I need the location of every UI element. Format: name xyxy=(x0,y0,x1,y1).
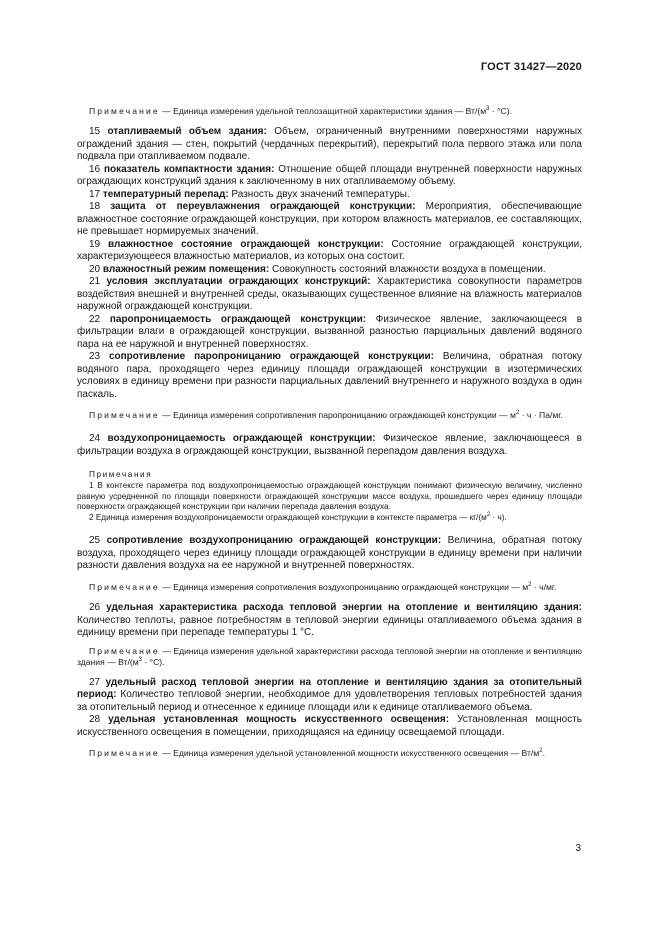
term-item-23: 23 сопротивление паропроницанию ограждающей конструкции: Величина, обратная потоку водяного пара, проходящего через единицу площади ограждающей конструкции в изотермических условиях в единицу времени при разности парциальных давлений внутреннего и наружного воздуха в один паскаль. xyxy=(77,351,583,400)
note-label: Примечание xyxy=(89,748,160,759)
term-item-17: 17 температурный перепад: Разность двух значений температуры. xyxy=(89,188,410,200)
term-item-21: 21 условия эксплуатации ограждающих конструкций: Характеристика совокупности параметров воздействия внешней и внутренней среды, оказывающих существенное влияние на влажность материалов наружной ограждающей конструкции. xyxy=(77,276,583,313)
term-title: удельный расход тепловой энергии на отопление и вентиляцию здания за отопительный период: xyxy=(77,676,582,701)
term-item-19: 19 влажностное состояние ограждающей конструкции: Состояние ограждающей конструкции, характеризующееся влажностью материалов, из которых она состоит. xyxy=(77,238,583,263)
note-label: Примечание xyxy=(89,581,160,592)
notes-heading: Примечания xyxy=(89,470,153,480)
term-item-15: 15 отапливаемый объем здания: Объем, ограниченный внутренними поверхностями наружных ограждений здания — стен, покрытий (чердачных перекрытий), перекрытий пола первого этажа или пола подвала при отапливаемом подвале. xyxy=(77,126,582,163)
note-item-14: Примечание — Единица измерения удельной теплозащитной характеристики здания — $Вт/(м^3 \cdot ^\circ С)$. xyxy=(89,106,513,116)
term-item-16: 16 показатель компактности здания: Отношение общей площади внутренней поверхности наружных ограждающих конструкций здания к заключенному в них отапливаемому объему. xyxy=(77,163,583,188)
term-item-22: 22 паропроницаемость ограждающей конструкции: Физическое явление, заключающееся в фильтрации влаги в ограждающей конструкции, вызванной разностью парциальных давлений водяного пара на ее наружной и внутренней поверхностях. xyxy=(77,313,583,350)
term-item-24: 24 воздухопроницаемость ограждающей конструкции: Физическое явление, заключающееся в фильтрации воздуха в ограждающей конструкции, вызванной перепадом давления воздуха. xyxy=(77,433,582,457)
term-title: условия эксплуатации ограждающих конструкций: xyxy=(106,276,371,288)
term-title: показатель компактности здания: xyxy=(103,163,275,175)
page-content xyxy=(77,106,582,760)
note-label: Примечание xyxy=(89,106,160,116)
term-title: температурный перепад: xyxy=(102,188,229,200)
term-title: сопротивление воздухопроницанию ограждающей конструкции: xyxy=(106,535,442,547)
page-number: 3 xyxy=(575,843,581,854)
note-label: Примечание xyxy=(89,410,160,421)
note-item-26: Примечание — Единица измерения удельной характеристики расхода тепловой энергии на отопление и вентиляцию здания — $Вт/(м^3 \cdot ^\circ С)$. xyxy=(77,645,582,667)
term-title: удельная установленная мощность искусственного освещения: xyxy=(108,714,450,726)
term-title: защита от переувлажнения ограждающей конструкции: xyxy=(110,201,416,213)
term-title: удельная характеристика расхода тепловой энергии на отопление и вентиляцию здания: xyxy=(106,602,582,614)
note-item-25: Примечание — Единица измерения сопротивления воздухопроницанию ограждающей конструкции — $м^2 \cdot ч/мг$. xyxy=(89,581,557,592)
term-title: влажностный режим помещения: xyxy=(102,263,270,275)
term-item-28: 28 удельная установленная мощность искусственного освещения: Установленная мощность искусственного освещения в помещении, приходящаяся на единицу освещаемой площади. xyxy=(77,714,582,738)
document-code-header: ГОСТ 31427—2020 xyxy=(480,61,582,73)
term-item-18: 18 защита от переувлажнения ограждающей конструкции: Мероприятия, обеспечивающие влажностное состояние ограждающей конструкции, при котором влажность материалов, ее составляющих, не превышает нормируемых значений. xyxy=(77,201,582,238)
term-item-20: 20 влажностный режим помещения: Совокупность состояний влажности воздуха в помещении. xyxy=(89,263,546,275)
term-item-27: 27 удельный расход тепловой энергии на отопление и вентиляцию здания за отопительный период: Количество тепловой энергии, необходимое для удовлетворения тепловых потребностей здания за отопительный период и отнесенное к единице площади или к единице отапливаемого объема. xyxy=(77,676,582,713)
term-title: отапливаемый объем здания: xyxy=(107,126,267,138)
term-item-26: 26 удельная характеристика расхода тепловой энергии на отопление и вентиляцию здания: Количество теплоты, равное потребностям в тепловой энергии единицы отапливаемого объема здания в единицу времени при перепаде температуры 1 °С. xyxy=(77,602,582,639)
note-item-24-1: 1 В контексте параметра под воздухопроницаемостью ограждающей конструкции понимают физическую величину, численно равную усредненной по площади поверхности ограждающей конструкции массе воздуха, прошедшего через единицу площади поверхности ограждающей конструкции при наличии перепада давления воздуха. xyxy=(77,481,582,512)
note-item-28: Примечание — Единица измерения удельной установленной мощности искусственного освещения — $Вт/м^2$. xyxy=(89,748,545,759)
term-title: воздухопроницаемость ограждающей конструкции: xyxy=(107,433,376,445)
term-title: влажностное состояние ограждающей конструкции: xyxy=(108,238,384,250)
term-item-25: 25 сопротивление воздухопроницанию ограждающей конструкции: Величина, обратная потоку воздуха, проходящего через единицу площади ограждающей конструкции в единицу времени при наличии разности давления воздуха на ее наружной и внутренней поверхностях. xyxy=(77,535,583,572)
term-title: сопротивление паропроницанию ограждающей конструкции: xyxy=(108,351,434,363)
note-item-23: Примечание — Единица измерения сопротивления паропроницанию ограждающей конструкции — $м^2 \cdot ч \cdot Па/мг$. xyxy=(89,410,563,421)
note-label: Примечание xyxy=(89,645,160,656)
note-item-24-2: 2 Единица измерения воздухопроницаемости ограждающей конструкции в контексте параметра — $кг/(м^2 \cdot ч)$. xyxy=(89,511,507,522)
term-title: паропроницаемость ограждающей конструкции: xyxy=(109,313,367,325)
